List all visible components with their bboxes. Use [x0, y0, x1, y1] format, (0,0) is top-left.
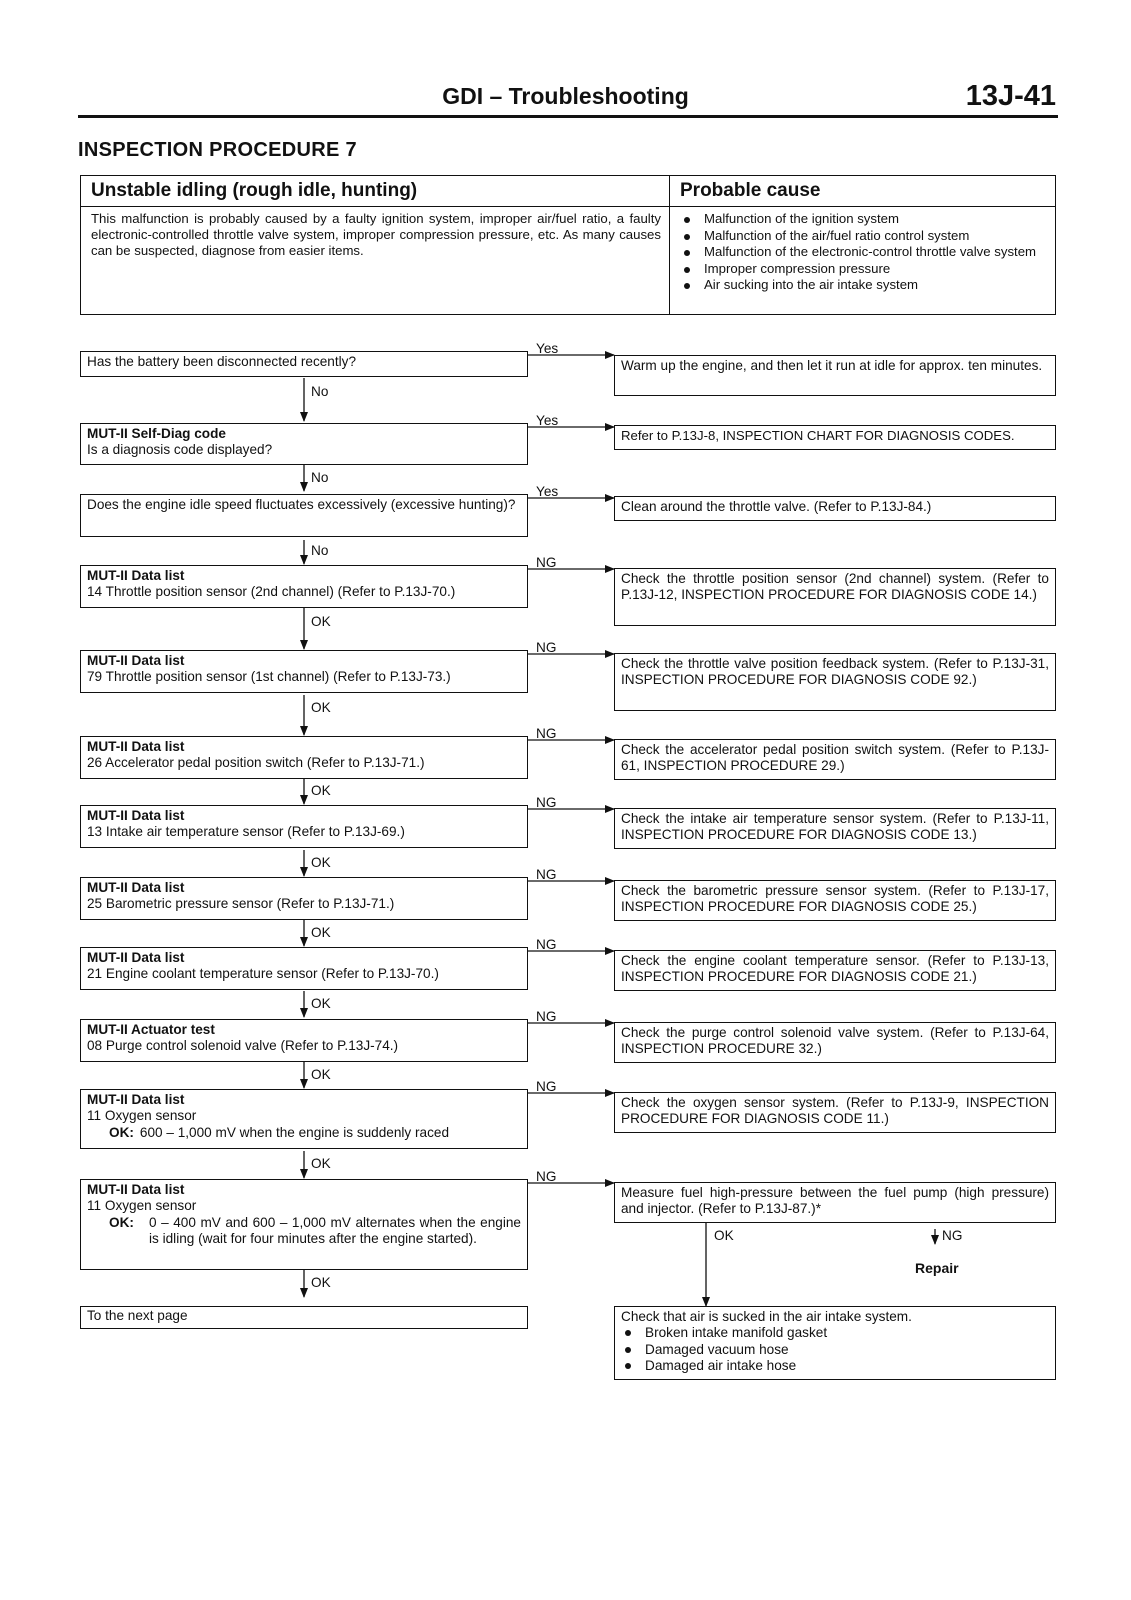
result-fuel-pressure — [614, 1182, 1056, 1223]
step-item: 14 Throttle position sensor (2nd channel) (Refer to P.13J-70.) — [87, 584, 456, 600]
result-diag-chart — [614, 425, 1056, 450]
result-accel-switch — [614, 739, 1056, 780]
result-air-intake-check — [614, 1306, 1056, 1380]
branch-label: Yes — [536, 484, 559, 499]
step-data-list-21 — [80, 947, 528, 990]
step-data-list-11-idling — [80, 1179, 528, 1270]
step-title: MUT-II Data list — [87, 1182, 185, 1197]
result-throttle-feedback — [614, 653, 1056, 711]
result-warm-up — [614, 355, 1056, 396]
step-data-list-13 — [80, 805, 528, 848]
branch-label: NG — [536, 1079, 557, 1094]
step-title: MUT-II Data list — [87, 1092, 185, 1107]
next-label: OK — [311, 996, 331, 1011]
result-purge-valve — [614, 1022, 1056, 1063]
step-ok-condition — [87, 1125, 521, 1141]
result-text: Measure fuel high-pressure between the fuel pump (high pressure) and injector. (Refer to P.13J-87.)* — [621, 1185, 1049, 1217]
step-idle-fluctuation — [80, 494, 528, 537]
step-title: MUT-II Actuator test — [87, 1022, 215, 1037]
next-page-text: To the next page — [87, 1308, 188, 1323]
result-barometric — [614, 880, 1056, 921]
branch-label: Yes — [536, 413, 559, 428]
page-number: 13J-41 — [965, 80, 1056, 112]
step-item: 21 Engine coolant temperature sensor (Refer to P.13J-70.) — [87, 966, 439, 982]
next-label: OK — [311, 783, 331, 798]
step-item: 13 Intake air temperature sensor (Refer to P.13J-69.) — [87, 824, 405, 840]
ok-text: 0 – 400 mV and 600 – 1,000 mV alternates when the engine is idling (wait for four minutes after the engine started). — [149, 1214, 521, 1246]
cause-item: Malfunction of the air/fuel ratio control system — [680, 228, 1049, 245]
step-title: MUT-II Data list — [87, 808, 185, 823]
branch-label: NG — [536, 867, 557, 882]
step-data-list-11-raced — [80, 1089, 528, 1149]
result-text: Check the purge control solenoid valve system. (Refer to P.13J-64, INSPECTION PROCEDURE 32.) — [621, 1025, 1049, 1057]
branch-label: Yes — [536, 341, 559, 356]
result-text: Check the oxygen sensor system. (Refer to P.13J-9, INSPECTION PROCEDURE FOR DIAGNOSIS CODE 11.) — [621, 1095, 1049, 1127]
step-item: 26 Accelerator pedal position switch (Refer to P.13J-71.) — [87, 755, 425, 771]
cause-item: Air sucking into the air intake system — [680, 277, 1049, 294]
next-label: No — [311, 543, 329, 558]
step-item: 25 Barometric pressure sensor (Refer to P.13J-71.) — [87, 896, 395, 912]
step-data-list-25 — [80, 877, 528, 920]
step-self-diag — [80, 423, 528, 465]
step-actuator-test-08 — [80, 1019, 528, 1062]
branch-label: NG — [536, 937, 557, 952]
next-label: OK — [311, 925, 331, 940]
next-label: OK — [311, 700, 331, 715]
branch-label: NG — [536, 555, 557, 570]
step-title: MUT-II Data list — [87, 653, 185, 668]
fuel-ng-label: NG — [942, 1228, 963, 1243]
step-question: Does the engine idle speed fluctuates excessively (excessive hunting)? — [87, 497, 516, 512]
result-tps-2nd — [614, 568, 1056, 626]
result-text: Refer to P.13J-8, INSPECTION CHART FOR DIAGNOSIS CODES. — [621, 428, 1015, 443]
air-check-text: Check that air is sucked in the air intake system. — [621, 1309, 912, 1324]
result-coolant-temp — [614, 950, 1056, 991]
next-label: OK — [311, 1156, 331, 1171]
result-text: Check the barometric pressure sensor system. (Refer to P.13J-17, INSPECTION PROCEDURE FOR DIAGNOSIS CODE 25.) — [621, 883, 1049, 915]
step-data-list-14 — [80, 565, 528, 608]
symptom-description: This malfunction is probably caused by a faulty ignition system, improper air/fuel ratio, a faulty electronic-controlled throttle valve system, improper compression pressure, etc. As many causes can be suspected, diagnose from easier items. — [91, 211, 661, 258]
next-label: OK — [311, 1067, 331, 1082]
cause-item: Malfunction of the electronic-control throttle valve system — [680, 244, 1049, 261]
symptom-heading: Unstable idling (rough idle, hunting) — [81, 176, 669, 207]
cause-item: Improper compression pressure — [680, 261, 1049, 278]
result-text: Check the intake air temperature sensor system. (Refer to P.13J-11, INSPECTION PROCEDURE FOR DIAGNOSIS CODE 13.) — [621, 811, 1049, 843]
result-clean-throttle — [614, 496, 1056, 521]
next-label: No — [311, 470, 329, 485]
air-check-item: Damaged air intake hose — [621, 1358, 1049, 1374]
next-label: OK — [311, 614, 331, 629]
step-title: MUT-II Data list — [87, 950, 185, 965]
result-text: Warm up the engine, and then let it run at idle for approx. ten minutes. — [621, 358, 1043, 373]
ok-text: 600 – 1,000 mV when the engine is suddenly raced — [139, 1124, 450, 1140]
next-label: OK — [311, 855, 331, 870]
step-question: Is a diagnosis code displayed? — [87, 442, 273, 458]
fuel-ok-label: OK — [714, 1228, 734, 1243]
branch-label: NG — [536, 1009, 557, 1024]
result-intake-air-temp — [614, 808, 1056, 849]
branch-label: NG — [536, 640, 557, 655]
result-text: Check the throttle position sensor (2nd channel) system. (Refer to P.13J-12, INSPECTION PROCEDURE FOR DIAGNOSIS CODE 14.) — [621, 571, 1049, 603]
result-oxygen-sensor — [614, 1092, 1056, 1133]
repair-label: Repair — [915, 1260, 959, 1276]
step-question: Has the battery been disconnected recently? — [87, 354, 357, 369]
result-text: Clean around the throttle valve. (Refer to P.13J-84.) — [621, 499, 932, 514]
step-battery-disconnected — [80, 351, 528, 377]
step-ok-condition — [87, 1215, 521, 1248]
procedure-title: INSPECTION PROCEDURE 7 — [78, 139, 357, 161]
next-label: No — [311, 384, 329, 399]
branch-label: NG — [536, 795, 557, 810]
step-data-list-79 — [80, 650, 528, 693]
step-title: MUT-II Data list — [87, 568, 185, 583]
step-title: MUT-II Self-Diag code — [87, 426, 226, 441]
step-item: 08 Purge control solenoid valve (Refer to P.13J-74.) — [87, 1038, 399, 1054]
step-item: 11 Oxygen sensor — [87, 1108, 197, 1124]
ok-label: OK: — [109, 1124, 134, 1140]
air-check-item: Damaged vacuum hose — [621, 1342, 1049, 1358]
branch-label: NG — [536, 726, 557, 741]
step-item: 11 Oxygen sensor — [87, 1198, 197, 1214]
page-header-title: GDI – Troubleshooting — [442, 83, 689, 109]
step-title: MUT-II Data list — [87, 739, 185, 754]
ok-label: OK: — [109, 1214, 134, 1230]
next-label: OK — [311, 1275, 331, 1290]
result-text: Check the accelerator pedal position switch system. (Refer to P.13J-61, INSPECTION PROCEDURE 29.) — [621, 742, 1049, 774]
step-item: 79 Throttle position sensor (1st channel) (Refer to P.13J-73.) — [87, 669, 451, 685]
step-next-page — [80, 1306, 528, 1329]
result-text: Check the throttle valve position feedback system. (Refer to P.13J-31, INSPECTION PROCEDURE FOR DIAGNOSIS CODE 92.) — [621, 656, 1049, 688]
air-check-item: Broken intake manifold gasket — [621, 1325, 1049, 1341]
result-text: Check the engine coolant temperature sensor. (Refer to P.13J-13, INSPECTION PROCEDURE FOR DIAGNOSIS CODE 21.) — [621, 953, 1049, 985]
step-data-list-26 — [80, 736, 528, 779]
cause-item: Malfunction of the ignition system — [680, 211, 1049, 228]
branch-label: NG — [536, 1169, 557, 1184]
cause-heading: Probable cause — [670, 176, 1055, 207]
air-check-list — [621, 1325, 1049, 1374]
step-title: MUT-II Data list — [87, 880, 185, 895]
